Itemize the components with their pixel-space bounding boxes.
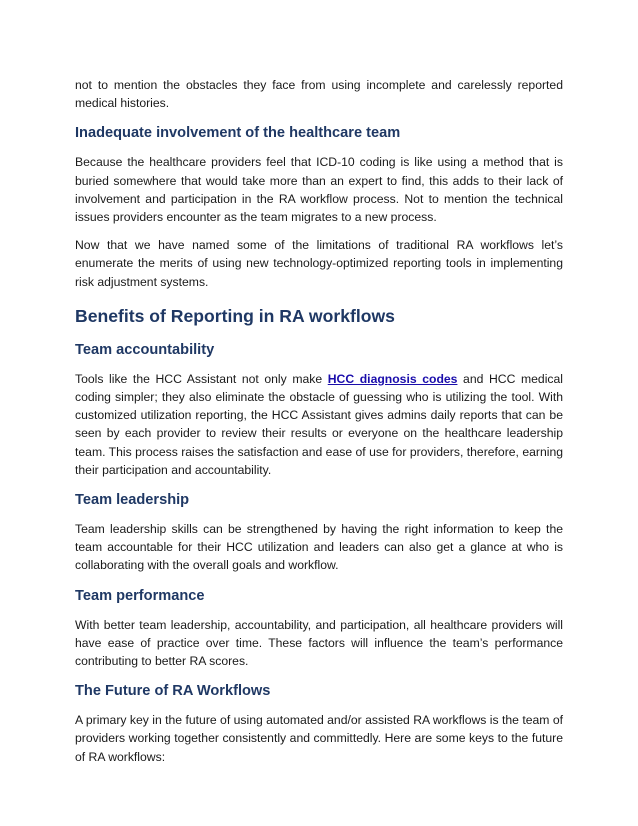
accountability-text-before-link: Tools like the HCC Assistant not only make bbox=[75, 371, 328, 386]
hcc-diagnosis-codes-link[interactable]: HCC diagnosis codes bbox=[327, 371, 458, 386]
paragraph-team-leadership: Team leadership skills can be strengthened by having the right information to keep the team accountable for their HCC utilization and leaders can also get a glance at who is collaborating with the overall goals and workflow. bbox=[75, 522, 563, 573]
paragraph-team-accountability bbox=[75, 370, 563, 479]
heading-benefits: Benefits of Reporting in RA workflows bbox=[75, 305, 395, 326]
document-page bbox=[75, 76, 563, 776]
intro-paragraph: not to mention the obstacles they face from using incomplete and carelessly reported medical histories. bbox=[75, 78, 563, 111]
heading-team-performance: Team performance bbox=[75, 587, 205, 604]
paragraph-future-ra-workflows: A primary key in the future of using automated and/or assisted RA workflows is the team of providers working together consistently and committedly. Here are some keys to the future of RA workflows: bbox=[75, 713, 563, 764]
heading-team-accountability: Team accountability bbox=[75, 341, 215, 358]
heading-future-ra-workflows: The Future of RA Workflows bbox=[75, 683, 271, 700]
accountability-text-after-link: and HCC medical coding simpler; they also eliminate the obstacle of guessing who is utilizing the tool. With customized utilization reporting, the HCC Assistant gives admins daily reports that can be seen by each provider to review their results or everyone on the healthcare leadership team. This process raises the satisfaction and ease of use for providers, therefore, earning their participation and accountability. bbox=[75, 371, 563, 477]
paragraph-inadequate-2: Now that we have named some of the limitations of traditional RA workflows let’s enumerate the merits of using new technology-optimized reporting tools in implementing risk adjustment systems. bbox=[75, 238, 563, 289]
heading-inadequate-involvement: Inadequate involvement of the healthcare team bbox=[75, 125, 401, 142]
heading-team-leadership: Team leadership bbox=[75, 492, 190, 509]
paragraph-team-performance: With better team leadership, accountability, and participation, all healthcare providers will have ease of practice over time. These factors will influence the team’s performance contributing to better RA scores. bbox=[75, 617, 563, 669]
paragraph-inadequate-1: Because the healthcare providers feel that ICD-10 coding is like using a method that is buried somewhere that would take more than an expert to find, this adds to their lack of involvement and participation in the RA workflow process. Not to mention the technical issues providers encounter as the team migrates to a new process. bbox=[75, 155, 563, 225]
